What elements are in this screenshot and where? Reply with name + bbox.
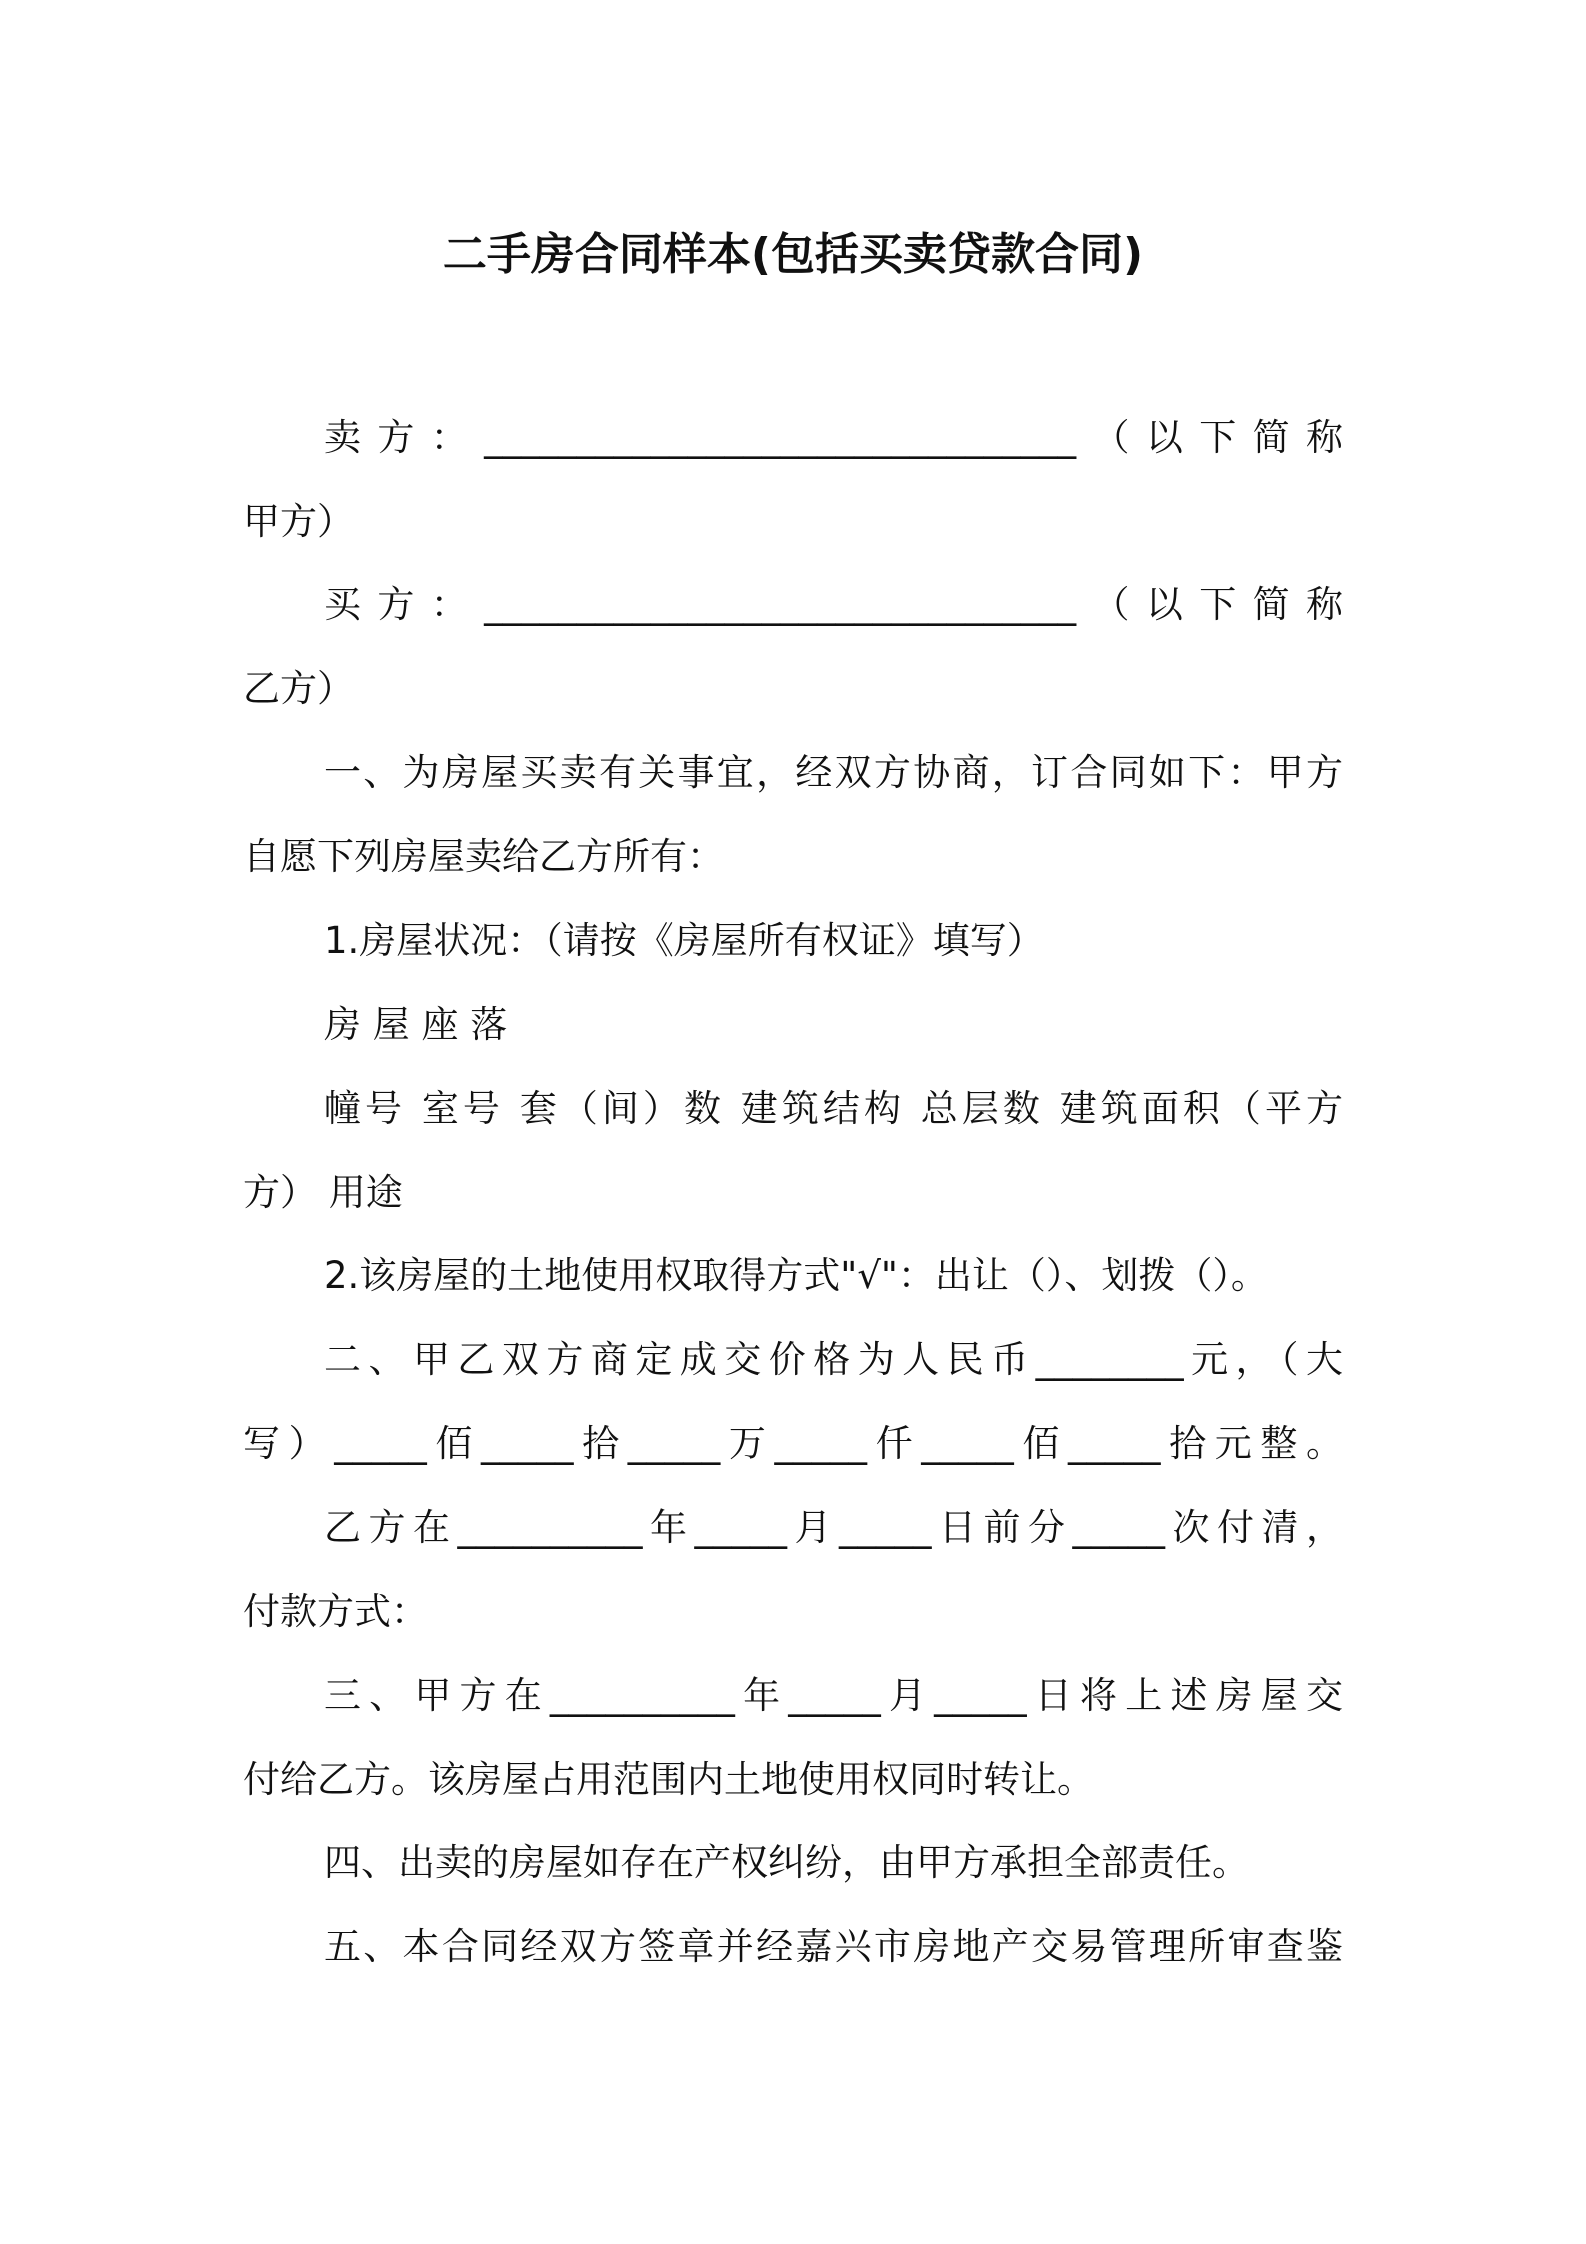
buyer-line-cont: 乙方） (243, 667, 354, 710)
clause-5-text: 五、本合同经双方签章并经嘉兴市房地产交易管理所审查鉴 (324, 1925, 1343, 1968)
buyer-line: 买方：________________________________（以下简称 (324, 583, 1343, 626)
seller-line-cont: 甲方） (243, 500, 354, 543)
payment-method-line: 付款方式： (243, 1590, 428, 1633)
clause-3-text: 三、甲方在__________年_____月_____日将上述房屋交 (324, 1674, 1343, 1717)
payment-date-line: 乙方在__________年_____月_____日前分_____次付清， (324, 1506, 1343, 1549)
house-status-line: 1.房屋状况：（请按《房屋所有权证》填写） (324, 919, 1044, 962)
document-title: 二手房合同样本(包括买卖贷款合同) (442, 229, 1144, 280)
clause-2-amount-line: 写）_____佰_____拾_____万_____仟_____佰_____拾元整。 (243, 1422, 1343, 1465)
clause-1-text: 一、为房屋买卖有关事宜，经双方协商，订合同如下：甲方 (324, 751, 1343, 794)
clause-3-text-cont: 付给乙方。该房屋占用范围内土地使用权同时转让。 (243, 1758, 1094, 1801)
house-location-line: 房 屋 座 落 (324, 1003, 508, 1046)
seller-line: 卖方：________________________________（以下简称 (324, 416, 1343, 459)
land-use-right-line: 2.该房屋的土地使用权取得方式"√"：出让（）、划拨（）。 (324, 1254, 1268, 1297)
clause-4-text: 四、出卖的房屋如存在产权纠纷，由甲方承担全部责任。 (324, 1841, 1249, 1884)
house-fields-line-cont: 方） 用途 (243, 1171, 403, 1214)
house-fields-line: 幢号 室号 套（间）数 建筑结构 总层数 建筑面积（平方 (324, 1087, 1343, 1130)
clause-2-text: 二、甲乙双方商定成交价格为人民币________元，（大 (324, 1338, 1343, 1381)
clause-1-text-cont: 自愿下列房屋卖给乙方所有： (243, 835, 724, 878)
